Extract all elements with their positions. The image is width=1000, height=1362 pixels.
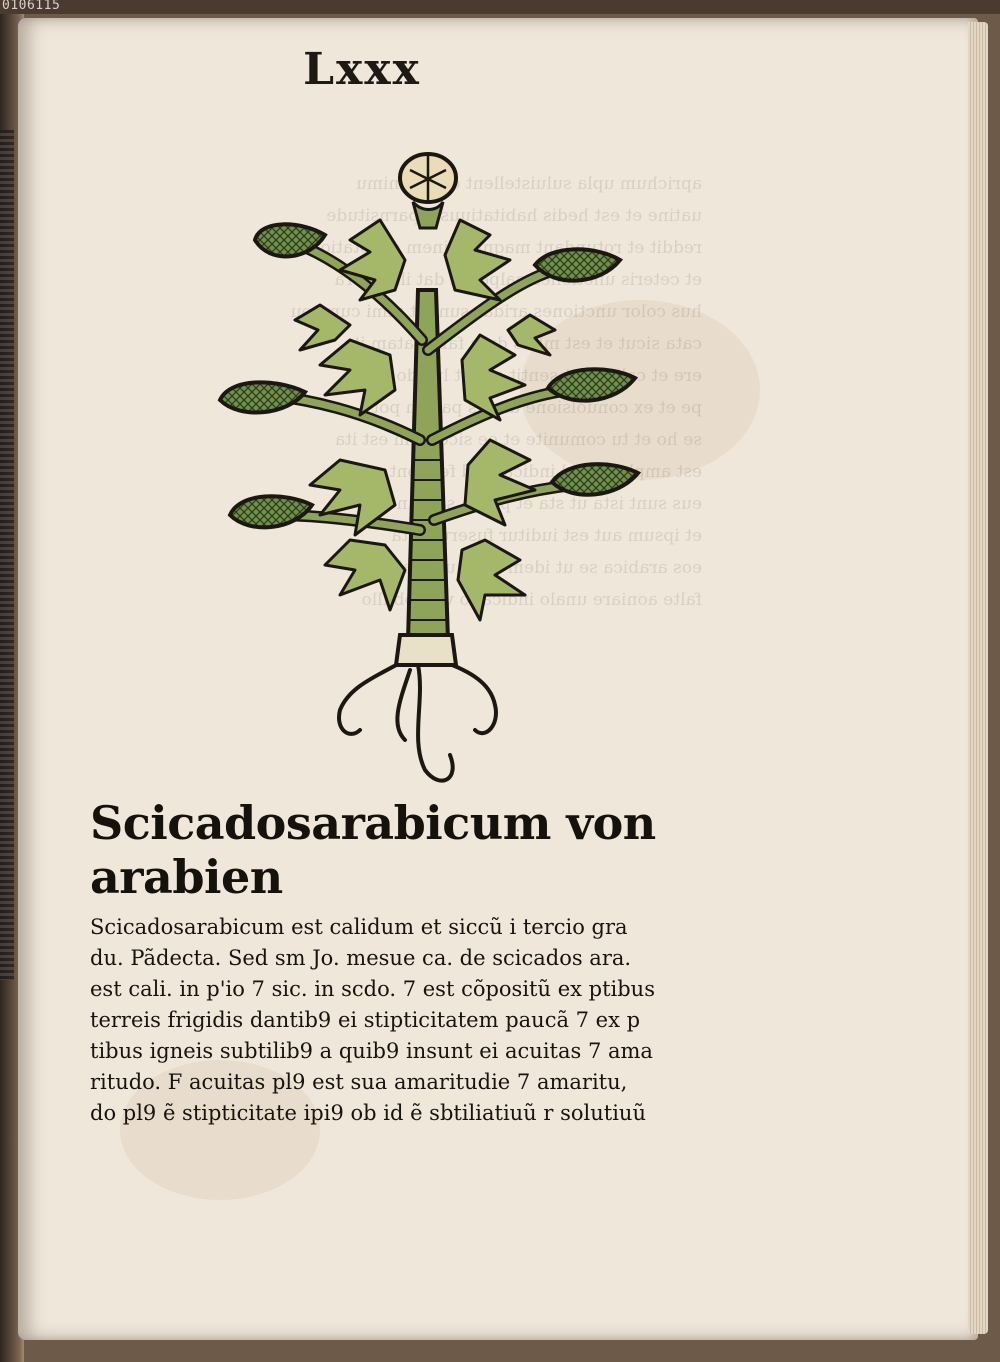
entry-heading	[90, 796, 730, 904]
body-line: do pl9 ẽ stipticitate ipi9 ob id ẽ sbtiliatiuũ r solutiuũ	[90, 1101, 646, 1125]
body-line: Scicadosarabicum est calidum et siccũ i tercio gra	[90, 915, 628, 939]
body-line: tibus igneis subtilib9 a quib9 insunt ei acuitas 7 ama	[90, 1039, 653, 1063]
scan-frame-top	[0, 0, 1000, 14]
body-line: est cali. in p'io 7 sic. in scdo. 7 est cõpositũ ex ptibus	[90, 977, 655, 1001]
page-fore-edge	[968, 22, 988, 1334]
entry-heading-line: arabien	[90, 850, 283, 904]
root-collar	[396, 635, 456, 665]
folio-number: Lxxx	[303, 44, 421, 95]
plant-roots	[339, 660, 496, 781]
plant-woodcut-illustration	[200, 140, 660, 790]
body-line: terreis frigidis dantib9 ei stipticitatem paucã 7 ex p	[90, 1008, 641, 1032]
entry-body-text	[90, 912, 710, 1129]
facing-page-edge	[0, 130, 14, 980]
entry-heading-line: Scicadosarabicum von	[90, 796, 656, 850]
body-line: ritudo. F acuitas pl9 est sua amaritudie 7 amaritu,	[90, 1070, 628, 1094]
body-line: du. Pãdecta. Sed sm Jo. mesue ca. de scicados ara.	[90, 946, 632, 970]
scan-id-label: 0106115	[2, 0, 61, 13]
